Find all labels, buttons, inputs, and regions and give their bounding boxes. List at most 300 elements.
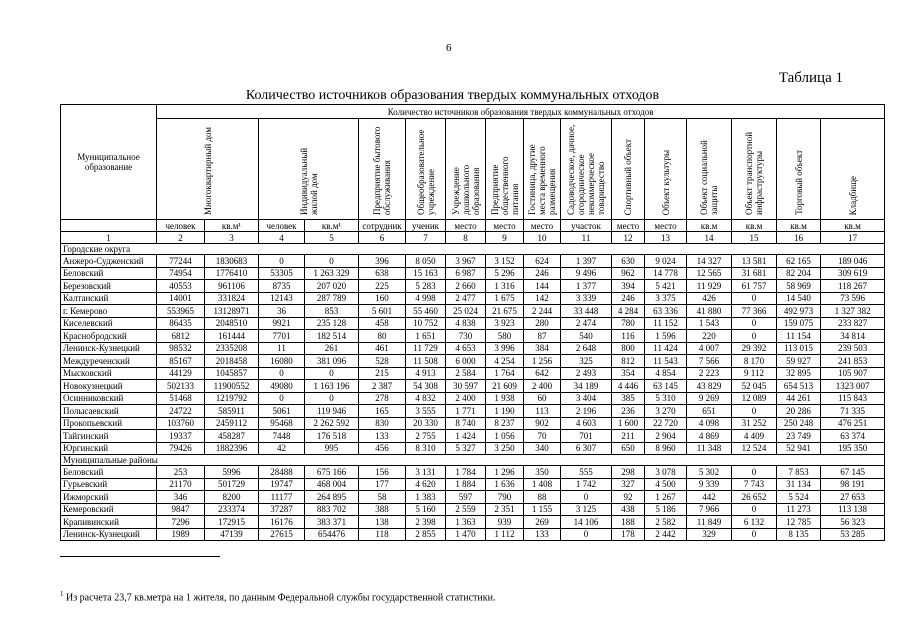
value-cell: 63 374 [821, 430, 885, 443]
index-cell: 2 [157, 232, 205, 244]
value-cell: 650 [612, 442, 645, 455]
value-cell: 11 152 [645, 317, 687, 330]
value-cell: 113 015 [777, 342, 821, 355]
footnote-text: Из расчета 23,7 кв.метра на 1 жителя, по данным Федеральной службы государственной статистики. [66, 592, 496, 604]
municipality-name: Ленинск-Кузнецкий [61, 342, 157, 355]
header-row-columns [61, 119, 885, 220]
value-cell: 3 131 [406, 466, 446, 479]
value-cell: 14 106 [561, 516, 612, 529]
value-cell: 1 884 [446, 478, 486, 491]
header-col-11: Объект социальной защиты [687, 119, 732, 220]
value-cell: 21170 [157, 478, 205, 491]
value-cell: 883 702 [305, 503, 359, 516]
value-cell: 20 330 [406, 417, 446, 430]
value-cell: 4 409 [732, 430, 777, 443]
table-row [61, 503, 885, 516]
municipality-name: Анжеро-Судженский [61, 255, 157, 268]
value-cell: 1 543 [687, 317, 732, 330]
table-row [61, 317, 885, 330]
value-cell: 12 089 [732, 392, 777, 405]
value-cell: 7 853 [777, 466, 821, 479]
value-cell: 74954 [157, 267, 205, 280]
index-cell: 4 [259, 232, 305, 244]
value-cell: 31 134 [777, 478, 821, 491]
value-cell: 11900552 [205, 380, 259, 393]
value-cell: 8 050 [406, 255, 446, 268]
value-cell: 144 [524, 280, 561, 293]
value-cell: 458287 [205, 430, 259, 443]
value-cell: 58 969 [777, 280, 821, 293]
unit-cell: кв.м¹ [305, 220, 359, 232]
header-col-5: Учреждение дошкольного образования [446, 119, 486, 220]
municipality-name: Осинниковский [61, 392, 157, 405]
value-cell: 44129 [157, 367, 205, 380]
value-cell: 40553 [157, 280, 205, 293]
value-cell: 4 603 [561, 417, 612, 430]
value-cell: 287 789 [305, 292, 359, 305]
value-cell: 261 [305, 342, 359, 355]
value-cell: 383 371 [305, 516, 359, 529]
value-cell: 730 [446, 330, 486, 343]
value-cell: 70 [524, 430, 561, 443]
value-cell: 177 [359, 478, 406, 491]
value-cell: 384 [524, 342, 561, 355]
table-row [61, 342, 885, 355]
value-cell: 3 152 [486, 255, 524, 268]
index-cell: 13 [645, 232, 687, 244]
value-cell: 2 855 [406, 528, 446, 541]
header-col-9: Спортивный объект [612, 119, 645, 220]
value-cell: 0 [732, 528, 777, 541]
value-cell: 327 [612, 478, 645, 491]
value-cell: 23 749 [777, 430, 821, 443]
value-cell: 42 [259, 442, 305, 455]
value-cell: 9 269 [687, 392, 732, 405]
value-cell: 1 256 [524, 355, 561, 368]
value-cell: 6 307 [561, 442, 612, 455]
value-cell: 14 540 [777, 292, 821, 305]
value-cell: 20 286 [777, 405, 821, 418]
value-cell: 442 [687, 491, 732, 504]
value-cell: 41 880 [687, 305, 732, 318]
value-cell: 5 302 [687, 466, 732, 479]
unit-cell-empty [61, 220, 157, 232]
value-cell: 2 400 [446, 392, 486, 405]
value-cell: 159 075 [777, 317, 821, 330]
value-cell: 239 503 [821, 342, 885, 355]
value-cell: 11 [259, 342, 305, 355]
index-cell: 15 [732, 232, 777, 244]
unit-cell: кв.м [777, 220, 821, 232]
value-cell: 2 493 [561, 367, 612, 380]
index-cell: 12 [612, 232, 645, 244]
value-cell: 5 186 [645, 503, 687, 516]
value-cell: 1 596 [645, 330, 687, 343]
value-cell: 2 904 [645, 430, 687, 443]
value-cell: 188 [612, 516, 645, 529]
header-col-7: Гостиница, другие места временного размещения [524, 119, 561, 220]
value-cell: 2 223 [687, 367, 732, 380]
value-cell: 2 387 [359, 380, 406, 393]
value-cell: 394 [612, 280, 645, 293]
value-cell: 0 [305, 255, 359, 268]
value-cell: 540 [561, 330, 612, 343]
value-cell: 4 832 [406, 392, 446, 405]
value-cell: 2018458 [205, 355, 259, 368]
unit-cell: кв.м¹ [205, 220, 259, 232]
value-cell: 0 [259, 392, 305, 405]
value-cell: 30 597 [446, 380, 486, 393]
value-cell: 2 262 592 [305, 417, 359, 430]
unit-cell: место [486, 220, 524, 232]
municipality-name: Беловский [61, 466, 157, 479]
value-cell: 253 [157, 466, 205, 479]
data-table-container [60, 104, 871, 541]
unit-cell: сотрудник [359, 220, 406, 232]
value-cell: 55 460 [406, 305, 446, 318]
value-cell: 269 [524, 516, 561, 529]
value-cell: 113 [524, 405, 561, 418]
section-label: Муниципальные районы [61, 455, 885, 466]
value-cell: 189 046 [821, 255, 885, 268]
value-cell: 31 681 [732, 267, 777, 280]
unit-cell: кв.м [732, 220, 777, 232]
value-cell: 3 555 [406, 405, 446, 418]
table-row [61, 528, 885, 541]
unit-cell: кв.м [821, 220, 885, 232]
value-cell: 49080 [259, 380, 305, 393]
page-number: 6 [446, 42, 452, 54]
value-cell: 5 310 [645, 392, 687, 405]
value-cell: 2 351 [486, 503, 524, 516]
value-cell: 2335208 [205, 342, 259, 355]
value-cell: 1219792 [205, 392, 259, 405]
value-cell: 0 [561, 528, 612, 541]
value-cell: 654 513 [777, 380, 821, 393]
value-cell: 156 [359, 466, 406, 479]
value-cell: 1 651 [406, 330, 446, 343]
value-cell: 2 400 [524, 380, 561, 393]
value-cell: 43 829 [687, 380, 732, 393]
value-cell: 4 869 [687, 430, 732, 443]
value-cell: 86435 [157, 317, 205, 330]
municipality-name: Крапивинский [61, 516, 157, 529]
value-cell: 340 [524, 442, 561, 455]
value-cell: 278 [359, 392, 406, 405]
value-cell: 492 973 [777, 305, 821, 318]
table-row [61, 380, 885, 393]
value-cell: 4 446 [612, 380, 645, 393]
value-cell: 3 125 [561, 503, 612, 516]
value-cell: 995 [305, 442, 359, 455]
value-cell: 19337 [157, 430, 205, 443]
value-cell: 830 [359, 417, 406, 430]
value-cell: 1882396 [205, 442, 259, 455]
value-cell: 54 308 [406, 380, 446, 393]
footnote [60, 590, 495, 603]
value-cell: 12 565 [687, 267, 732, 280]
unit-cell: место [446, 220, 486, 232]
table-row [61, 305, 885, 318]
value-cell: 1 383 [406, 491, 446, 504]
value-cell: 642 [524, 367, 561, 380]
value-cell: 8 170 [732, 355, 777, 368]
value-cell: 11 348 [687, 442, 732, 455]
value-cell: 962 [612, 267, 645, 280]
value-cell: 116 [612, 330, 645, 343]
value-cell: 501729 [205, 478, 259, 491]
municipality-name: Тайгинский [61, 430, 157, 443]
index-cell: 8 [446, 232, 486, 244]
value-cell: 0 [732, 317, 777, 330]
value-cell: 77244 [157, 255, 205, 268]
value-cell: 468 004 [305, 478, 359, 491]
value-cell: 4 998 [406, 292, 446, 305]
value-cell: 7296 [157, 516, 205, 529]
value-cell: 195 350 [821, 442, 885, 455]
value-cell: 388 [359, 503, 406, 516]
value-cell: 4 653 [446, 342, 486, 355]
footnote-divider [60, 556, 220, 557]
value-cell: 1323 007 [821, 380, 885, 393]
header-col-13: Торговый объект [777, 119, 821, 220]
table-row [61, 267, 885, 280]
value-cell: 2 398 [406, 516, 446, 529]
value-cell: 9 339 [687, 478, 732, 491]
value-cell: 1 190 [486, 405, 524, 418]
value-cell: 211 [612, 430, 645, 443]
value-cell: 0 [732, 405, 777, 418]
value-cell: 52 045 [732, 380, 777, 393]
header-col-12: Объект транспортной инфраструктуры [732, 119, 777, 220]
value-cell: 1 771 [446, 405, 486, 418]
municipality-name: Гурьевский [61, 478, 157, 491]
value-cell: 13 581 [732, 255, 777, 268]
header-col-3: Предприятие бытового обслуживания [359, 119, 406, 220]
municipality-name: Краснобродский [61, 330, 157, 343]
value-cell: 0 [305, 392, 359, 405]
value-cell: 73 596 [821, 292, 885, 305]
value-cell: 2 244 [524, 305, 561, 318]
unit-cell: участок [561, 220, 612, 232]
value-cell: 14001 [157, 292, 205, 305]
value-cell: 4 007 [687, 342, 732, 355]
value-cell: 32 895 [777, 367, 821, 380]
value-cell: 280 [524, 317, 561, 330]
header-col-1: Многоквартирный дом [157, 119, 259, 220]
value-cell: 3 923 [486, 317, 524, 330]
municipality-name: Кемеровский [61, 503, 157, 516]
section-row [61, 455, 885, 466]
value-cell: 165 [359, 405, 406, 418]
header-col-6: Предприятие общественного питания [486, 119, 524, 220]
unit-cell: кв.м [687, 220, 732, 232]
value-cell: 426 [687, 292, 732, 305]
value-cell: 3 375 [645, 292, 687, 305]
value-cell: 98 191 [821, 478, 885, 491]
value-cell: 4 500 [645, 478, 687, 491]
value-cell: 178 [612, 528, 645, 541]
value-cell: 182 514 [305, 330, 359, 343]
value-cell: 555 [561, 466, 612, 479]
table-row [61, 355, 885, 368]
value-cell: 21 609 [486, 380, 524, 393]
value-cell: 51468 [157, 392, 205, 405]
value-cell: 34 189 [561, 380, 612, 393]
value-cell: 11 273 [777, 503, 821, 516]
index-cell: 5 [305, 232, 359, 244]
value-cell: 113 138 [821, 503, 885, 516]
value-cell: 1 764 [486, 367, 524, 380]
table-row [61, 516, 885, 529]
value-cell: 12 785 [777, 516, 821, 529]
value-cell: 1 470 [446, 528, 486, 541]
value-cell: 0 [561, 491, 612, 504]
value-cell: 21 675 [486, 305, 524, 318]
value-cell: 85167 [157, 355, 205, 368]
municipality-name: Киселевский [61, 317, 157, 330]
value-cell: 461 [359, 342, 406, 355]
table-body [61, 220, 885, 541]
value-cell: 939 [486, 516, 524, 529]
value-cell: 3 996 [486, 342, 524, 355]
municipality-name: г. Кемерово [61, 305, 157, 318]
municipality-name: Мысковский [61, 367, 157, 380]
value-cell: 11 154 [777, 330, 821, 343]
value-cell: 630 [612, 255, 645, 268]
value-cell: 8 740 [446, 417, 486, 430]
index-cell: 11 [561, 232, 612, 244]
value-cell: 8 237 [486, 417, 524, 430]
section-row [61, 244, 885, 255]
value-cell: 1 056 [486, 430, 524, 443]
value-cell: 44 261 [777, 392, 821, 405]
value-cell: 1 424 [446, 430, 486, 443]
value-cell: 233 827 [821, 317, 885, 330]
value-cell: 961106 [205, 280, 259, 293]
index-cell: 3 [205, 232, 259, 244]
table-row [61, 292, 885, 305]
value-cell: 12 524 [732, 442, 777, 455]
value-cell: 0 [732, 330, 777, 343]
value-cell: 161444 [205, 330, 259, 343]
value-cell: 346 [157, 491, 205, 504]
value-cell: 651 [687, 405, 732, 418]
value-cell: 36 [259, 305, 305, 318]
value-cell: 7 743 [732, 478, 777, 491]
value-cell: 3 967 [446, 255, 486, 268]
value-cell: 11177 [259, 491, 305, 504]
value-cell: 11 849 [687, 516, 732, 529]
value-cell: 2459112 [205, 417, 259, 430]
unit-cell: место [524, 220, 561, 232]
value-cell: 309 619 [821, 267, 885, 280]
value-cell: 5 283 [406, 280, 446, 293]
value-cell: 60 [524, 392, 561, 405]
table-row [61, 330, 885, 343]
header-row-group [61, 105, 885, 119]
value-cell: 13128971 [205, 305, 259, 318]
value-cell: 553965 [157, 305, 205, 318]
value-cell: 9 112 [732, 367, 777, 380]
value-cell: 62 165 [777, 255, 821, 268]
value-cell: 4 098 [687, 417, 732, 430]
value-cell: 207 020 [305, 280, 359, 293]
value-cell: 1 784 [446, 466, 486, 479]
value-cell: 6812 [157, 330, 205, 343]
value-cell: 0 [732, 466, 777, 479]
document-title: Количество источников образования твердых коммунальных отходов [245, 88, 660, 103]
value-cell: 215 [359, 367, 406, 380]
value-cell: 14 327 [687, 255, 732, 268]
value-cell: 1 163 196 [305, 380, 359, 393]
value-cell: 476 251 [821, 417, 885, 430]
value-cell: 24722 [157, 405, 205, 418]
index-cell: 9 [486, 232, 524, 244]
value-cell: 654476 [305, 528, 359, 541]
value-cell: 29 392 [732, 342, 777, 355]
value-cell: 0 [259, 255, 305, 268]
value-cell: 1 327 382 [821, 305, 885, 318]
value-cell: 105 907 [821, 367, 885, 380]
value-cell: 4 620 [406, 478, 446, 491]
value-cell: 8 960 [645, 442, 687, 455]
value-cell: 10 752 [406, 317, 446, 330]
value-cell: 27615 [259, 528, 305, 541]
value-cell: 2 442 [645, 528, 687, 541]
index-cell: 7 [406, 232, 446, 244]
value-cell: 119 946 [305, 405, 359, 418]
value-cell: 701 [561, 430, 612, 443]
value-cell: 11 929 [687, 280, 732, 293]
header-col-10: Объект культуры [645, 119, 687, 220]
value-cell: 458 [359, 317, 406, 330]
unit-cell: место [612, 220, 645, 232]
value-cell: 528 [359, 355, 406, 368]
value-cell: 456 [359, 442, 406, 455]
value-cell: 28488 [259, 466, 305, 479]
value-cell: 98532 [157, 342, 205, 355]
value-cell: 33 448 [561, 305, 612, 318]
table-row [61, 466, 885, 479]
header-group: Количество источников образования твердых коммунальных отходов [157, 105, 885, 119]
value-cell: 329 [687, 528, 732, 541]
value-cell: 59 927 [777, 355, 821, 368]
value-cell: 1 267 [645, 491, 687, 504]
value-cell: 396 [359, 255, 406, 268]
value-cell: 15 163 [406, 267, 446, 280]
value-cell: 502133 [157, 380, 205, 393]
value-cell: 585911 [205, 405, 259, 418]
value-cell: 902 [524, 417, 561, 430]
value-cell: 79426 [157, 442, 205, 455]
value-cell: 0 [259, 367, 305, 380]
header-col-4: Общеобразовательное учреждение [406, 119, 446, 220]
value-cell: 9921 [259, 317, 305, 330]
value-cell: 160 [359, 292, 406, 305]
value-cell: 2 648 [561, 342, 612, 355]
value-cell: 5 524 [777, 491, 821, 504]
header-municipality: Муниципальное образование [61, 105, 157, 220]
value-cell: 142 [524, 292, 561, 305]
value-cell: 236 [612, 405, 645, 418]
value-cell: 2 474 [561, 317, 612, 330]
unit-cell: человек [259, 220, 305, 232]
value-cell: 103760 [157, 417, 205, 430]
value-cell: 1 938 [486, 392, 524, 405]
value-cell: 800 [612, 342, 645, 355]
value-cell: 1 675 [486, 292, 524, 305]
